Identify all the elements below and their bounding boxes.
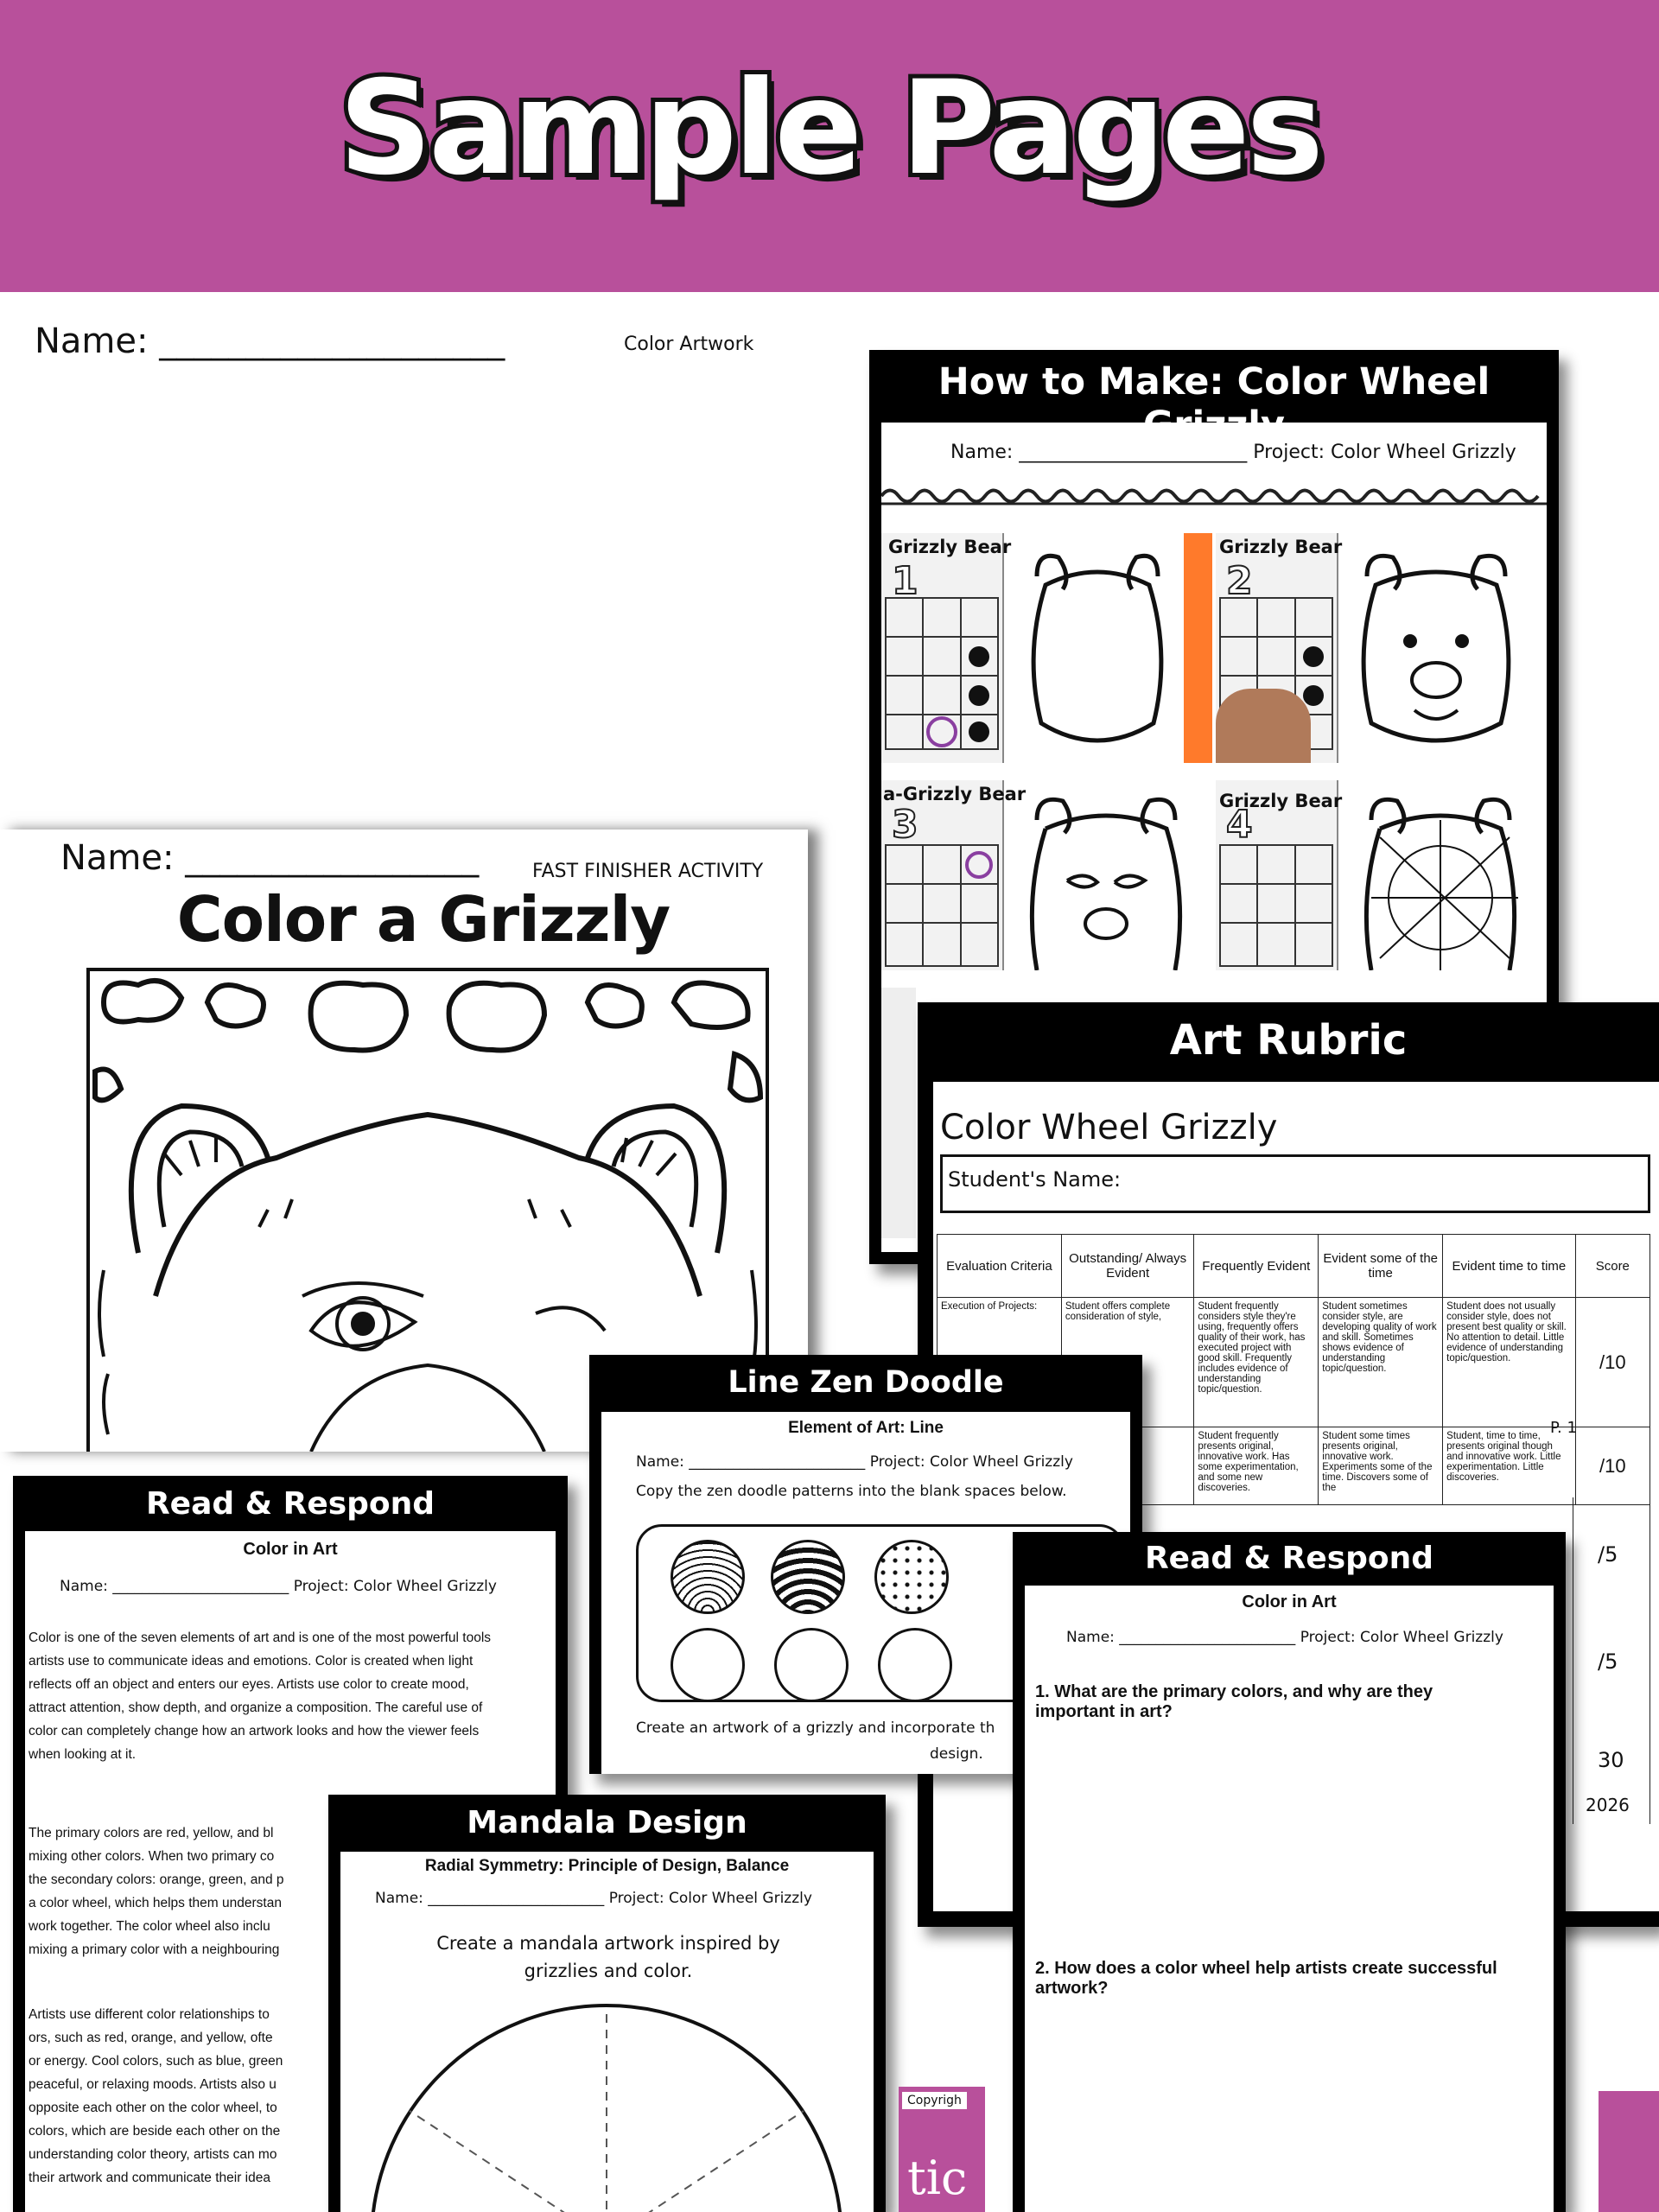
text-line: the secondary colors: orange, green, and p	[29, 1872, 284, 1887]
zen-subtitle: Element of Art: Line	[788, 1419, 944, 1437]
mandala-instruction: Create a mandala artwork inspired by grizzlies and color.	[436, 1933, 780, 1981]
rr-left-subtitle: Color in Art	[243, 1540, 338, 1559]
zen-blank-3[interactable]	[878, 1628, 952, 1702]
student-name-label: Student's Name:	[948, 1167, 1122, 1192]
zen-blank-2[interactable]	[774, 1628, 849, 1702]
read-respond-right-sheet	[1013, 1532, 1566, 2212]
banner-title: Sample Pages	[339, 54, 1320, 204]
rr-left-para-1	[29, 1626, 547, 1766]
how-to-title: How to Make: Color Wheel	[869, 360, 1559, 447]
zen-pattern-1	[671, 1540, 745, 1614]
table-cell: /10	[1575, 1298, 1649, 1427]
step-header-4: Grizzly Bear	[1219, 791, 1343, 811]
rubric-project: Color Wheel Grizzly	[940, 1108, 1278, 1147]
zen-footer: Create an artwork of a grizzly and incorporate th	[636, 1719, 995, 1737]
step-header-3: a-Grizzly Bear	[883, 784, 1027, 804]
mandala-design-sheet	[328, 1795, 886, 2212]
color-artwork-name-label: Name: ____________________	[35, 321, 505, 361]
col-outstanding: Outstanding/ Always Evident	[1061, 1235, 1193, 1298]
mandala-copyright-strip	[899, 2087, 985, 2212]
rr-left-title: Read & Respond	[13, 1486, 568, 1522]
step-header-1: Grizzly Bear	[888, 537, 1012, 557]
table-cell: Student frequently considers style they're using, frequently offers quality of their work, has executed project with good skill. Frequently includes evidence of understanding topic/question.	[1194, 1298, 1319, 1427]
table-cell: /10	[1575, 1427, 1649, 1505]
bear-outline-1	[1011, 542, 1184, 758]
step-header-2: Grizzly Bear	[1219, 537, 1343, 557]
text-line: a color wheel, which helps them understan	[29, 1896, 282, 1910]
corner-text: tic	[907, 2151, 968, 2205]
rr-right-name-line: Name: ________________________ Project: Color Wheel Grizzly	[1066, 1629, 1503, 1646]
text-line: understanding color theory, artists can mo	[29, 2147, 277, 2162]
step-chart-4	[1216, 841, 1337, 970]
col-time: Evident time to time	[1443, 1235, 1575, 1298]
header-banner	[0, 0, 1659, 292]
score-column-lower	[1573, 1497, 1650, 1824]
text-line: Color is one of the seven elements of art and is one of the most powerful tools	[29, 1630, 492, 1645]
step-photo-1	[881, 533, 1212, 763]
bear-face-3	[1011, 785, 1201, 970]
side-score-2: /5	[1598, 1649, 1618, 1674]
table-cell: Student frequently presents original, innovative work. Has some experimentation, and some new discoveries.	[1194, 1427, 1319, 1505]
col-score: Score	[1575, 1235, 1649, 1298]
text-line: The primary colors are red, yellow, and bl	[29, 1826, 274, 1840]
text-line: reflects off an object and enters our eyes. Artists use color to create mood,	[29, 1677, 469, 1692]
grizzly-title: Color a Grizzly	[176, 883, 671, 956]
mandala-name-line: Name: ________________________ Project: Color Wheel Grizzly	[375, 1890, 812, 1907]
table-cell: Student, time to time, presents original though and innovative work. Little experimentation. Little discoveries.	[1443, 1427, 1575, 1505]
table-cell: Student some times presents original, innovative work. Experiments some of the time. Discovers some of the	[1319, 1427, 1443, 1505]
text-line: work together. The color wheel also inclu	[29, 1919, 270, 1934]
student-name-field[interactable]	[940, 1154, 1650, 1213]
mandala-title: Mandala Design	[328, 1805, 886, 1840]
rubric-page-label: P. 1	[1550, 1419, 1577, 1437]
step-photo-4	[1216, 780, 1547, 970]
text-line: artists use to communicate ideas and emotions. Color is created when light	[29, 1654, 474, 1669]
how-to-name-line: Name: ________________________ Project: Color Wheel Grizzly	[950, 442, 1516, 463]
rubric-year: 2026	[1586, 1795, 1630, 1815]
copyright-text: Copyrigh	[902, 2092, 967, 2109]
grizzly-name-label: Name: _________________	[60, 838, 480, 878]
bear-face-4	[1345, 785, 1535, 970]
text-line: color can completely change how an artwork looks and how the viewer feels	[29, 1724, 480, 1738]
right-edge-purple-strip	[1599, 2091, 1659, 2212]
rr-right-title: Read & Respond	[1013, 1541, 1566, 1576]
mandala-circle-template[interactable]	[340, 1999, 874, 2212]
text-line: attract attention, show depth, and organize a composition. The careful use of	[29, 1700, 483, 1715]
table-cell: Student does not usually consider style, does not present best quality or skill. No attention to detail. Little evidence of understanding topic/question.	[1443, 1298, 1575, 1427]
zen-title: Line Zen Doodle	[589, 1365, 1142, 1400]
zen-footer-2: design.	[930, 1745, 983, 1763]
rr-right-answer-1[interactable]	[1035, 1732, 1536, 2052]
text-line: mixing a primary color with a neighbouring	[29, 1942, 280, 1957]
zen-pattern-2	[771, 1540, 845, 1614]
table-cell: Student offers complete consideration of style,	[1061, 1298, 1193, 1427]
table-cell: Student sometimes consider style, are developing quality of work and skill. Sometimes shows evidence of understanding topic/question.	[1319, 1298, 1443, 1427]
step-number-2: 2	[1226, 559, 1253, 603]
text-line: peaceful, or relaxing moods. Artists also u	[29, 2077, 276, 2092]
text-line: their artwork and communicate their idea	[29, 2171, 270, 2185]
bear-face-2	[1341, 542, 1540, 758]
col-some: Evident some of the time	[1319, 1235, 1443, 1298]
col-frequently: Frequently Evident	[1194, 1235, 1319, 1298]
text-line: or energy. Cool colors, such as blue, green	[29, 2054, 283, 2069]
text-line: when looking at it.	[29, 1747, 137, 1762]
color-artwork-tag: Color Artwork	[624, 334, 754, 355]
step-chart-3	[881, 841, 1002, 970]
zen-instruction: Copy the zen doodle patterns into the blank spaces below.	[636, 1483, 1067, 1500]
mandala-subtitle: Radial Symmetry: Principle of Design, Balance	[424, 1857, 790, 1875]
mandala-content	[340, 1852, 874, 2212]
table-cell: Execution of Projects:	[938, 1298, 1062, 1427]
zen-name-line: Name: ________________________ Project: Color Wheel Grizzly	[636, 1453, 1073, 1471]
step-number-4: 4	[1226, 803, 1253, 847]
step-photo-2	[1216, 533, 1547, 763]
step-number-1: 1	[892, 559, 918, 603]
side-score-total: 30	[1598, 1748, 1624, 1772]
rr-right-subtitle: Color in Art	[1242, 1592, 1337, 1611]
grizzly-tag: FAST FINISHER ACTIVITY	[532, 861, 764, 882]
wavy-divider	[881, 483, 1547, 509]
step-chart-1	[881, 594, 1002, 758]
step-photo-3	[881, 780, 1212, 970]
step-number-3: 3	[892, 803, 918, 847]
rubric-title: Art Rubric	[918, 1016, 1659, 1065]
col-criteria: Evaluation Criteria	[938, 1235, 1062, 1298]
text-line: Artists use different color relationships to	[29, 2007, 270, 2022]
text-line: mixing other colors. When two primary co	[29, 1849, 275, 1864]
zen-pattern-3	[874, 1540, 949, 1614]
side-score-1: /5	[1598, 1542, 1618, 1567]
rr-right-question-1: 1. What are the primary colors, and why are they important in art?	[1035, 1682, 1433, 1721]
text-line: colors, which are beside each other on the	[29, 2124, 281, 2139]
zen-blank-1[interactable]	[671, 1628, 745, 1702]
rr-right-question-2: 2. How does a color wheel help artists create successful artwork?	[1035, 1959, 1497, 1998]
rr-left-name-line: Name: ________________________ Project: Color Wheel Grizzly	[60, 1578, 497, 1595]
rr-right-content	[1025, 1586, 1554, 2212]
text-line: opposite each other on the color wheel, to	[29, 2101, 277, 2115]
text-line: ors, such as red, orange, and yellow, ofte	[29, 2031, 273, 2045]
step-photo-5-partial	[881, 988, 916, 1238]
